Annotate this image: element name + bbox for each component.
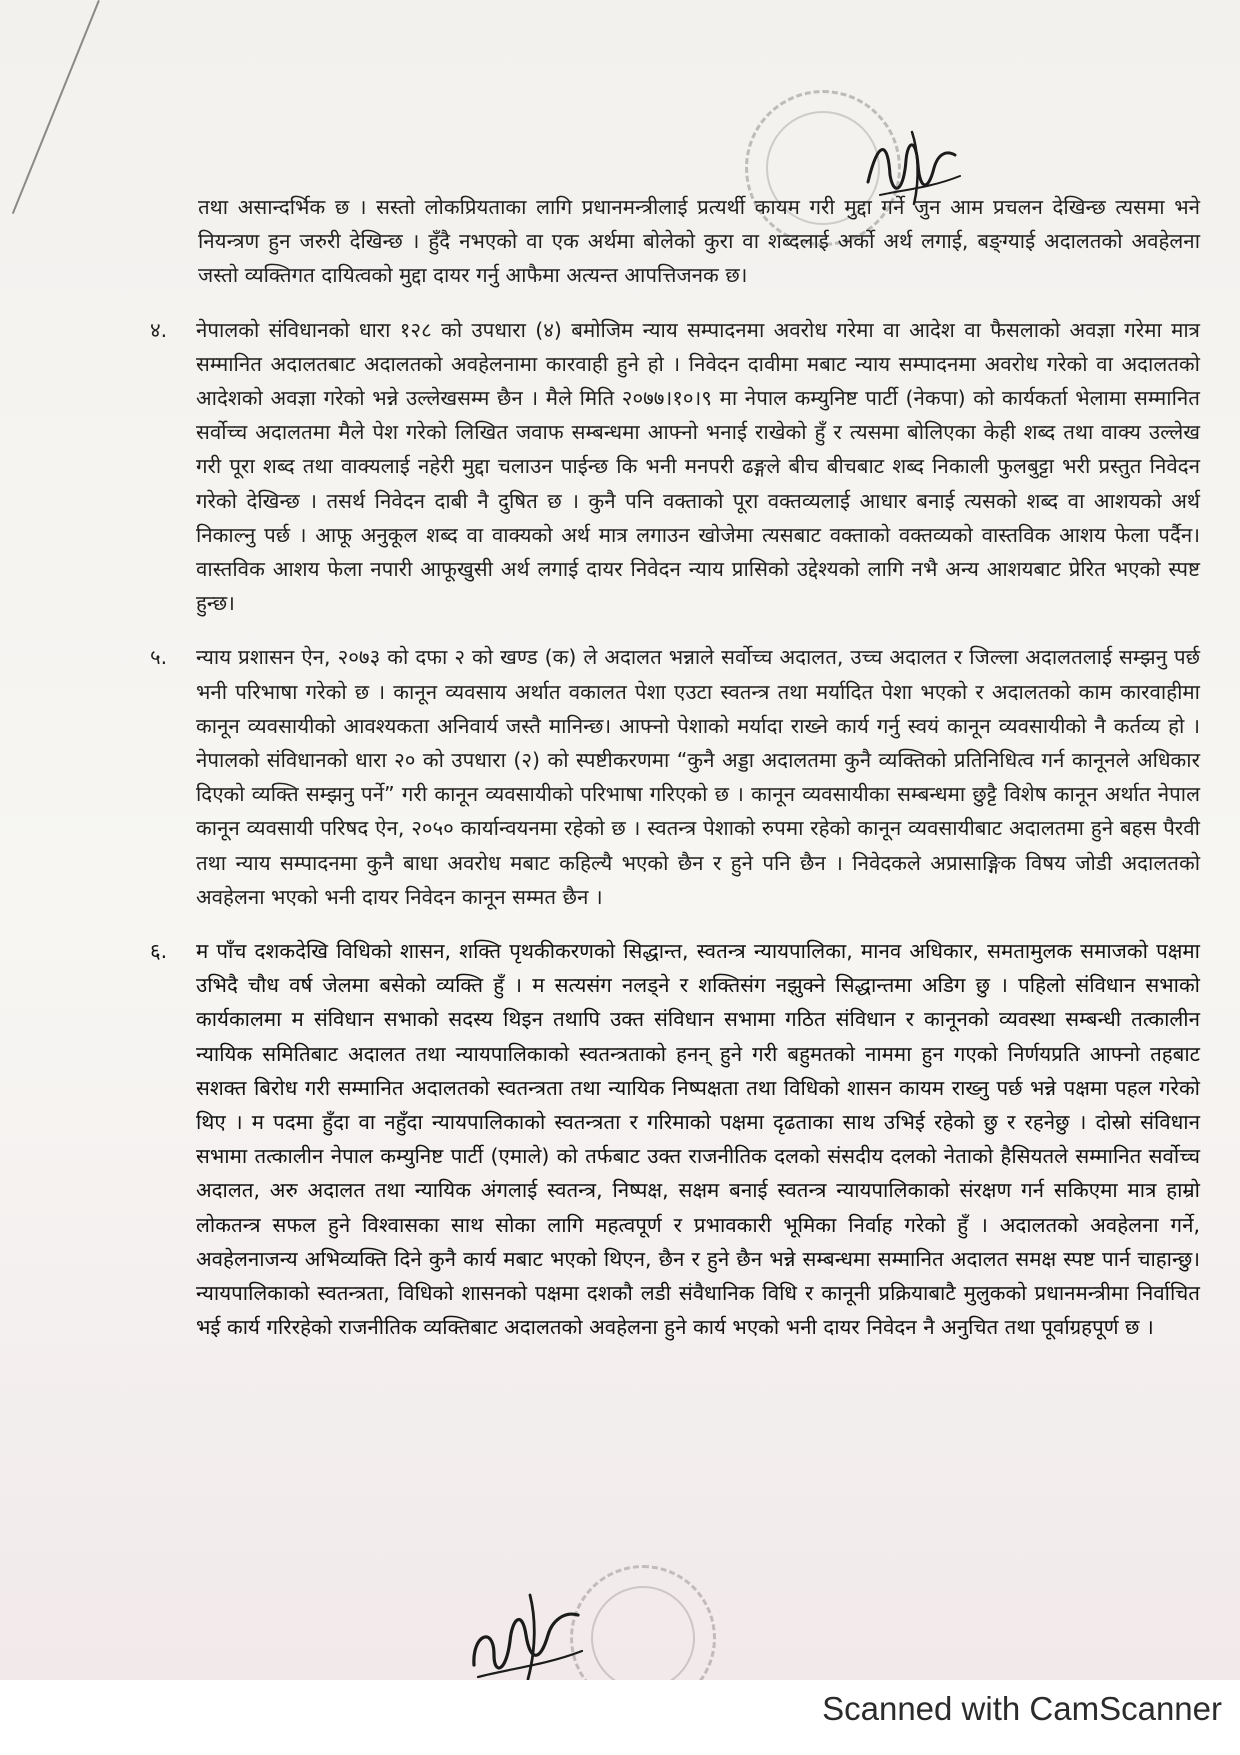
item-number: ४. <box>150 317 168 342</box>
intro-paragraph: तथा असान्दर्भिक छ । सस्तो लोकप्रियताका लागि प्रधानमन्त्रीलाई प्रत्यर्थी कायम गरी मुद्दा गर्ने जुन आम प्रचलन देखिन्छ त्यसमा भने नियन्त्रण हुन जरुरी देखिन्छ । हुँदै नभएको वा एक अर्थमा बोलेको कुरा वा शब्दलाई अर्को अर्थ लगाई, बङ्ग्याई अदालतको अवहेलना जस्तो व्यक्तिगत दायित्वको मुद्दा दायर गर्नु आफैमा अत्यन्त आपत्तिजनक छ। <box>198 195 1200 288</box>
numbered-item-6 <box>150 934 1200 1344</box>
document-body <box>150 190 1200 1345</box>
item-text: नेपालको संविधानको धारा १२८ को उपधारा (४) बमोजिम न्याय सम्पादनमा अवरोध गरेमा वा आदेश वा फैसलाको अवज्ञा गरेमा मात्र सम्मानित अदालतबाट अदालतको अवहेलनामा कारवाही हुने हो । निवेदन दावीमा मबाट न्याय सम्पादनमा अवरोध गरेको वा अदालतको आदेशको अवज्ञा गरेको भन्ने उल्लेखसम्म छैन । मैले मिति २०७७।१०।९ मा नेपाल कम्युनिष्ट पार्टी (नेकपा) को कार्यकर्ता भेलामा सम्मानित सर्वोच्च अदालतमा मैले पेश गरेको लिखित जवाफ सम्बन्धमा आफ्नो भनाई राखेको हुँ र त्यसमा बोलिएका केही शब्द तथा वाक्य उल्लेख गरी पूरा शब्द तथा वाक्यलाई नहेरी मुद्दा चलाउन पाईन्छ कि भनी मनपरी ढङ्गले बीच बीचबाट शब्द निकाली फुलबुट्टा भरी प्रस्तुत निवेदन गरेको देखिन्छ । तसर्थ निवेदन दाबी नै दुषित छ । कुनै पनि वक्ताको पूरा वक्तव्यलाई आधार बनाई त्यसको शब्द वा आशयको अर्थ निकाल्नु पर्छ । आफू अनुकूल शब्द वा वाक्यको अर्थ मात्र लगाउन खोजेमा त्यसबाट वक्ताको वक्तव्यको वास्तविक आशय फेला पर्दैन। वास्तविक आशय फेला नपारी आफूखुसी अर्थ लगाई दायर निवेदन न्याय प्रासिको उद्देश्यको लागि नभै अन्य आशयबाट प्रेरित भएको स्पष्ट हुन्छ। <box>196 317 1200 616</box>
signature-bottom <box>460 1585 590 1680</box>
numbered-item-4 <box>150 313 1200 621</box>
official-stamp-bottom <box>570 1565 716 1680</box>
numbered-item-5 <box>150 640 1200 914</box>
item-number: ५. <box>150 645 168 670</box>
item-text: न्याय प्रशासन ऐन, २०७३ को दफा २ को खण्ड (क) ले अदालत भन्नाले सर्वोच्च अदालत, उच्च अदालत र जिल्ला अदालतलाई सम्झनु पर्छ भनी परिभाषा गरेको छ । कानून व्यवसाय अर्थात वकालत पेशा एउटा स्वतन्त्र तथा मर्यादित पेशा भएको र अदालतको काम कारवाहीमा कानून व्यवसायीको आवश्यकता अनिवार्य जस्तै मानिन्छ। आफ्नो पेशाको मर्यादा राख्ने कार्य गर्नु स्वयं कानून व्यवसायीको नै कर्तव्य हो । नेपालको संविधानको धारा २० को उपधारा (२) को स्पष्टीकरणमा “कुनै अड्डा अदालतमा कुनै व्यक्तिको प्रतिनिधित्व गर्न कानूनले अधिकार दिएको व्यक्ति सम्झनु पर्ने” गरी कानून व्यवसायीको परिभाषा गरिएको छ । कानून व्यवसायीका सम्बन्धमा छुट्टै विशेष कानून अर्थात नेपाल कानून व्यवसायी परिषद ऐन, २०५० कार्यान्वयनमा रहेको छ । स्वतन्त्र पेशाको रुपमा रहेको कानून व्यवसायीबाट अदालतमा हुने बहस पैरवी तथा न्याय सम्पादनमा कुनै बाधा अवरोध मबाट कहिल्यै भएको छैन र हुने पनि छैन । निवेदकले अप्रासाङ्गिक विषय जोडी अदालतको अवहेलना भएको भनी दायर निवेदन कानून सम्मत छैन । <box>196 645 1200 909</box>
camscanner-watermark-text: Scanned with CamScanner <box>822 1690 1222 1727</box>
paper-fold-line <box>12 0 100 214</box>
item-text: म पाँच दशकदेखि विधिको शासन, शक्ति पृथकीकरणको सिद्धान्त, स्वतन्त्र न्यायपालिका, मानव अधिकार, समतामुलक समाजको पक्षमा उभिदै चौध वर्ष जेलमा बसेको व्यक्ति हुँ । म सत्यसंग नलड्ने र शक्तिसंग नझुक्ने सिद्धान्तमा अडिग छु । पहिलो संविधान सभाको कार्यकालमा म संविधान सभाको सदस्य थिइन तथापि उक्त संविधान सभामा गठित संविधान र कानूनको व्यवस्था सम्बन्धी तत्कालीन न्यायिक समितिबाट अदालत तथा न्यायपालिकाको स्वतन्त्रताको हनन् हुने गरी बहुमतको नाममा हुन गएको निर्णयप्रति आफ्नो तहबाट सशक्त बिरोध गरी सम्मानित अदालतको स्वतन्त्रता तथा न्यायिक निष्पक्षता तथा विधिको शासन कायम राख्नु पर्छ भन्ने पक्षमा पहल गरेको थिए । म पदमा हुँदा वा नहुँदा न्यायपालिकाको स्वतन्त्रता र गरिमाको पक्षमा दृढताका साथ उभिई रहेको छु र रहनेछु । दोस्रो संविधान सभामा तत्कालीन नेपाल कम्युनिष्ट पार्टी (एमाले) को तर्फबाट उक्त राजनीतिक दलको संसदीय दलको नेताको हैसियतले सम्मानित सर्वोच्च अदालत, अरु अदालत तथा न्यायिक अंगलाई स्वतन्त्र, निष्पक्ष, सक्षम बनाई स्वतन्त्र न्यायपालिकाको संरक्षण गर्न सकिएमा मात्र हाम्रो लोकतन्त्र सफल हुने विश्वासका साथ सोका लागि महत्वपूर्ण र प्रभावकारी भूमिका निर्वाह गरेको हुँ । अदालतको अवहेलना गर्ने, अवहेलनाजन्य अभिव्यक्ति दिने कुनै कार्य मबाट भएको थिएन, छैन र हुने छैन भन्ने सम्बन्धमा सम्मानित अदालत समक्ष स्पष्ट पार्न चाहान्छु। न्यायपालिकाको स्वतन्त्रता, विधिको शासनको पक्षमा दशकौ लडी संवैधानिक विधि र कानूनी प्रक्रियाबाटै मुलुकको प्रधानमन्त्रीमा निर्वाचित भई कार्य गरिरहेको राजनीतिक व्यक्तिबाट अदालतको अवहेलना हुने कार्य भएको भनी दायर निवेदन नै अनुचित तथा पूर्वाग्रहपूर्ण छ । <box>196 939 1200 1340</box>
item-number: ६. <box>150 939 168 964</box>
official-stamp-bottom-inner <box>591 1586 695 1680</box>
